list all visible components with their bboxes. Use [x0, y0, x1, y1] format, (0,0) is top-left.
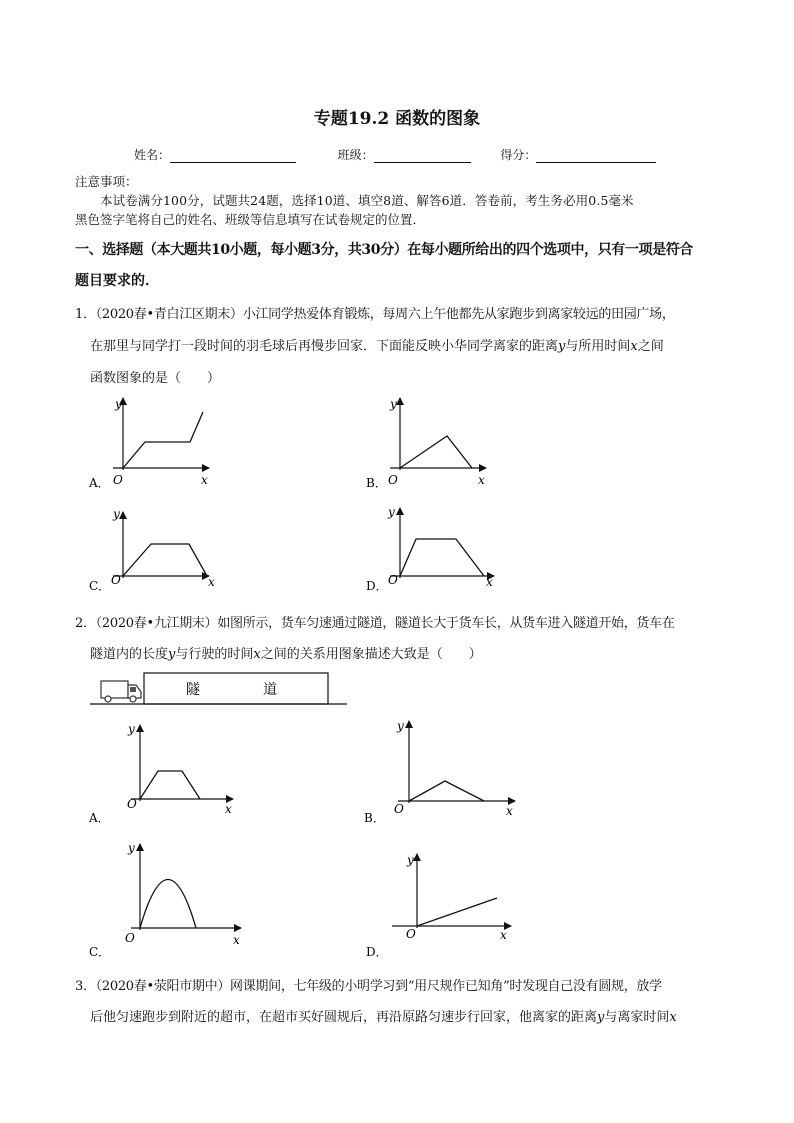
- origin-label: O: [388, 573, 398, 587]
- q1-line-3: 函数图象的是（ ）: [90, 371, 221, 386]
- name-blank[interactable]: [170, 149, 296, 163]
- graph-line: [140, 771, 200, 799]
- tunnel-label-1: 隧: [186, 682, 200, 698]
- page-title: 专题19.2 函数的图象: [313, 109, 481, 129]
- q3-line-2: 后他匀速跑步到附近的超市，在超市买好圆规后，再沿原路匀速步行回家，他离家的距离y与离家时间x: [90, 1010, 677, 1025]
- q2-graph-c[interactable]: [85, 838, 255, 960]
- x-label: x: [208, 575, 215, 589]
- option-b-label: B．: [364, 811, 385, 825]
- x-label: x: [506, 804, 513, 818]
- q2-graph-a[interactable]: [85, 715, 255, 830]
- origin-label: O: [125, 931, 135, 945]
- score-blank[interactable]: [536, 149, 656, 163]
- score-label: 得分：: [500, 148, 537, 162]
- option-d-label: D．: [366, 579, 388, 593]
- graph-line: [400, 539, 484, 576]
- option-c-label: C．: [89, 945, 111, 959]
- q1-graph-c[interactable]: [85, 500, 235, 600]
- y-label: y: [128, 841, 135, 855]
- y-label: y: [128, 722, 135, 736]
- tunnel-diagram: [90, 668, 352, 710]
- x-label: x: [500, 928, 507, 942]
- x-label: x: [233, 933, 240, 947]
- graph-curve: [140, 880, 196, 929]
- tunnel-box: [144, 673, 328, 704]
- notice-heading: 注意事项：: [75, 174, 138, 189]
- section-1-line-1: 一、选择题（本大题共10小题，每小题3分，共30分）在每小题所给出的四个选项中，只有一项是符合: [75, 242, 693, 258]
- class-label: 班级：: [337, 148, 374, 162]
- y-label: y: [390, 397, 397, 411]
- y-label: y: [388, 505, 395, 519]
- origin-label: O: [113, 473, 123, 487]
- option-a-label: A．: [89, 476, 110, 490]
- origin-label: O: [127, 797, 137, 811]
- section-1-line-2: 题目要求的．: [75, 273, 159, 289]
- notice-line-1: 本试卷满分100分，试题共24题，选择10道、填空8道、解答6道．答卷前，考生务必用0.5毫米: [100, 193, 634, 208]
- graph-line: [400, 436, 472, 468]
- q2-line-1: 2．（2020春•九江期末）如图所示，货车匀速通过隧道，隧道长大于货车长，从货车进入隧道开始，货车在: [75, 616, 675, 631]
- q2-line-2: 隧道内的长度y与行驶的时间x之间的关系用图象描述大致是（ ）: [90, 647, 482, 662]
- name-label: 姓名：: [134, 148, 171, 162]
- y-label: y: [113, 507, 120, 521]
- y-label: y: [397, 719, 404, 733]
- q1-line-2: 在那里与同学打一段时间的羽毛球后再慢步回家．下面能反映小华同学离家的距离y与所用时间x之间: [90, 339, 664, 354]
- q1-graph-b[interactable]: [362, 390, 512, 495]
- graph-line: [409, 781, 484, 801]
- option-b-label: B．: [366, 476, 387, 490]
- notice-line-2: 黑色签字笔将自己的姓名、班级等信息填写在试卷规定的位置．: [75, 212, 426, 227]
- origin-label: O: [111, 573, 121, 587]
- origin-label: O: [394, 802, 404, 816]
- y-label: y: [407, 853, 414, 867]
- q1-graph-a[interactable]: [85, 390, 235, 495]
- graph-line: [417, 898, 497, 926]
- class-blank[interactable]: [374, 149, 471, 163]
- tunnel-label-2: 道: [263, 682, 277, 698]
- graph-line: [123, 544, 207, 576]
- option-a-label: A．: [89, 811, 110, 825]
- x-label: x: [225, 802, 232, 816]
- x-label: x: [478, 473, 485, 487]
- y-label: y: [115, 397, 122, 411]
- q2-graph-d[interactable]: [362, 848, 532, 960]
- option-c-label: C．: [89, 579, 111, 593]
- x-label: x: [201, 473, 208, 487]
- option-d-label: D．: [366, 945, 388, 959]
- truck-icon: [101, 681, 141, 702]
- q1-line-1: 1．（2020春•青白江区期末）小江同学热爱体育锻炼，每周六上午他都先从家跑步到离家较远的田园广场，: [75, 307, 675, 322]
- q2-graph-b[interactable]: [362, 715, 532, 830]
- q3-line-1: 3．（2020春•荥阳市期中）网课期间，七年级的小明学习到“用尺规作已知角”时发现自己没有圆规，放学: [75, 979, 662, 994]
- origin-label: O: [388, 473, 398, 487]
- x-label: x: [486, 575, 493, 589]
- q1-graph-d[interactable]: [362, 500, 512, 600]
- origin-label: O: [406, 927, 416, 941]
- student-info-line: [134, 146, 656, 163]
- graph-line: [123, 412, 203, 468]
